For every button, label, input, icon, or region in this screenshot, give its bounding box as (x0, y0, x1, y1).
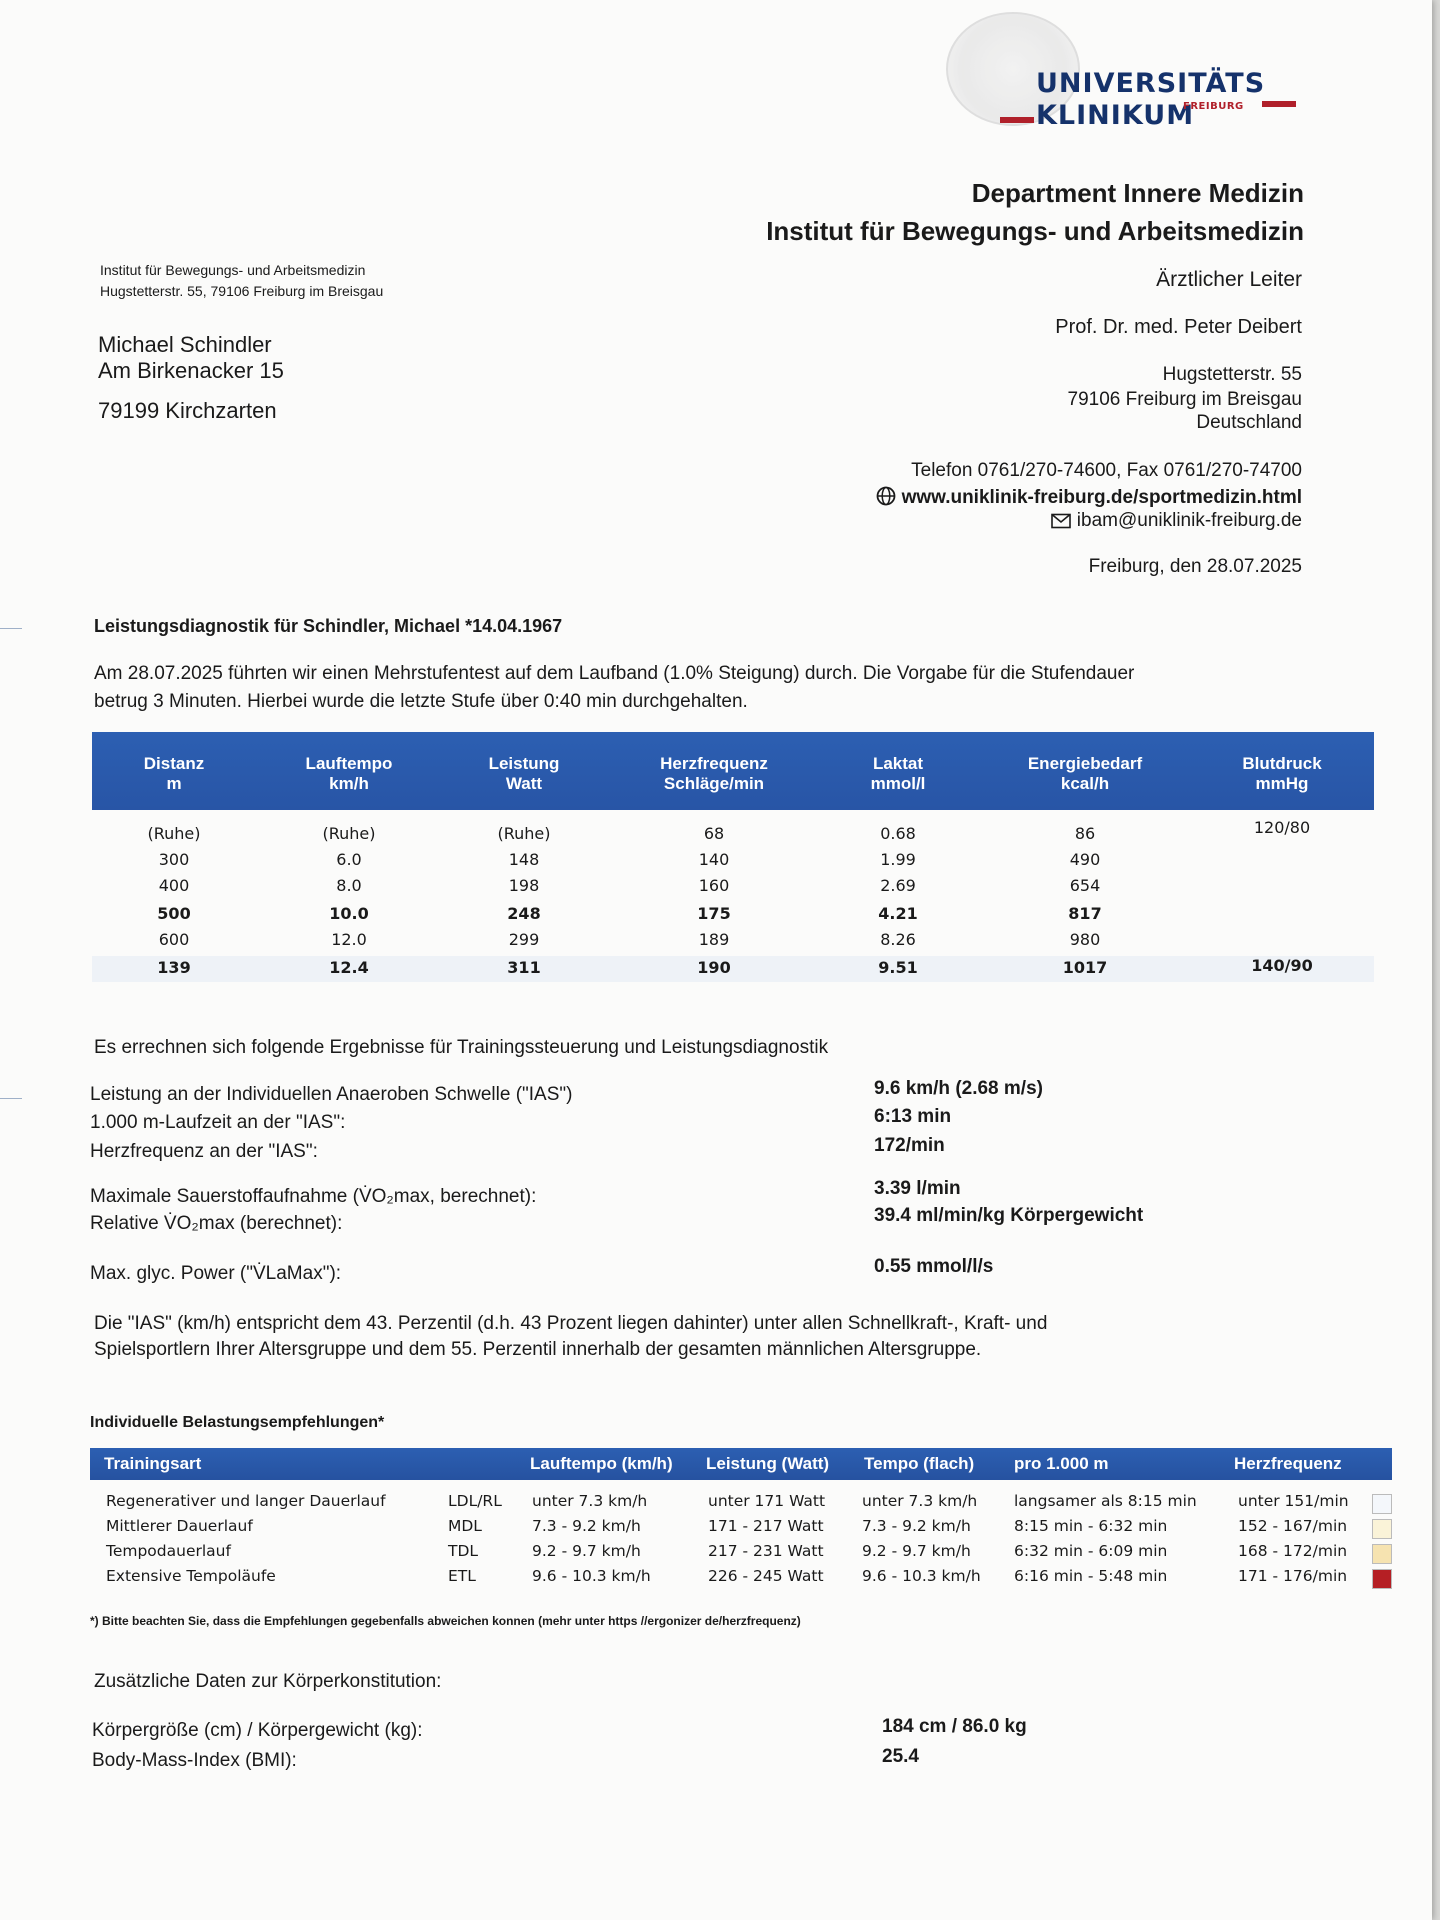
header-blutdruck: Blutdruck mmHg (1242, 754, 1322, 793)
cell-leistung: 198 (508, 876, 540, 895)
height-weight-value: 184 cm / 86.0 kg (882, 1716, 1027, 1737)
cell-blutdruck: 120/80 (1253, 818, 1311, 837)
cell-lauftempo: 8.0 (336, 876, 362, 895)
training-flat: 7.3 - 9.2 km/h (862, 1517, 971, 1535)
cell-laktat: 8.26 (880, 930, 916, 949)
cell-distanz: 500 (157, 904, 191, 923)
email-link[interactable]: ibam@uniklinik-freiburg.de (1076, 510, 1302, 531)
recipient-city: 79199 Kirchzarten (98, 398, 277, 423)
training-row (90, 1517, 1392, 1541)
table-row (92, 904, 1374, 930)
training-speed: unter 7.3 km/h (532, 1492, 648, 1510)
intro-line-1: Am 28.07.2025 führten wir einen Mehrstufentest auf dem Laufband (1.0% Steigung) durch. Die Vorgabe für die Stufendauer (94, 663, 1135, 684)
training-flat: 9.6 - 10.3 km/h (862, 1567, 981, 1585)
cell-distanz: 300 (158, 850, 190, 869)
cell-herzfrequenz: 140 (698, 850, 730, 869)
training-name: Tempodauerlauf (106, 1542, 231, 1560)
training-hr: 168 - 172/min (1238, 1542, 1348, 1560)
institute-title: Institut für Bewegungs- und Arbeitsmedizin (766, 216, 1304, 246)
leader-title: Ärztlicher Leiter (1156, 268, 1302, 291)
cell-lauftempo: 10.0 (329, 904, 369, 923)
cell-herzfrequenz: 190 (697, 958, 731, 977)
training-abbr: LDL/RL (448, 1492, 502, 1510)
cell-distanz: 139 (157, 958, 191, 977)
training-name: Regenerativer und langer Dauerlauf (106, 1492, 386, 1510)
sender-line-2: Hugstetterstr. 55, 79106 Freiburg im Breisgau (100, 283, 384, 299)
cell-leistung: 299 (508, 930, 540, 949)
punch-mark (0, 628, 22, 629)
ias-speed-label: Leistung an der Individuellen Anaeroben Schwelle ("IAS") (90, 1084, 573, 1105)
training-watt: unter 171 Watt (708, 1492, 826, 1510)
cell-leistung: 311 (507, 958, 541, 977)
cell-distanz: 600 (158, 930, 190, 949)
training-title: Individuelle Belastungsempfehlungen* (90, 1414, 385, 1431)
ias-speed-value: 9.6 km/h (2.68 m/s) (874, 1078, 1043, 1099)
recipient-name: Michael Schindler (98, 332, 272, 357)
cell-lauftempo: 12.4 (329, 958, 369, 977)
training-speed: 9.6 - 10.3 km/h (532, 1567, 651, 1585)
bmi-label: Body-Mass-Index (BMI): (92, 1750, 297, 1771)
cell-leistung: 148 (508, 850, 540, 869)
institute-city: 79106 Freiburg im Breisgau (1067, 389, 1302, 410)
header-herzfrequenz: Herzfrequenz Schläge/min (660, 754, 768, 793)
cell-laktat: 0.68 (880, 824, 916, 843)
ias-hr-label: Herzfrequenz an der "IAS": (90, 1141, 318, 1162)
cell-distanz: 400 (158, 876, 190, 895)
cell-energiebedarf: 1017 (1062, 958, 1108, 977)
punch-mark (0, 1098, 22, 1099)
vo2max-value: 3.39 l/min (874, 1178, 961, 1199)
training-watt: 171 - 217 Watt (708, 1517, 824, 1535)
vo2max-label: Maximale Sauerstoffaufnahme (V̇O₂max, berechnet): (90, 1186, 537, 1207)
globe-icon (876, 486, 896, 512)
zone-color-swatch (1372, 1494, 1392, 1514)
cell-energiebedarf: 980 (1069, 930, 1101, 949)
vo2max-rel-label: Relative V̇O₂max (berechnet): (90, 1213, 343, 1234)
header-lauftempo: Lauftempo km/h (305, 754, 393, 793)
bmi-value: 25.4 (882, 1746, 919, 1767)
logo-line-klinikum: KLINIKUM (1036, 100, 1195, 131)
training-per-km: 8:15 min - 6:32 min (1014, 1517, 1168, 1535)
training-row (90, 1492, 1392, 1516)
training-name: Extensive Tempoläufe (106, 1567, 276, 1585)
cell-lauftempo: 12.0 (331, 930, 367, 949)
logo-freiburg: FREIBURG (1183, 101, 1244, 112)
table-row (92, 956, 1374, 982)
header-leistung: Leistung (Watt) (706, 1454, 830, 1473)
training-watt: 226 - 245 Watt (708, 1567, 824, 1585)
cell-herzfrequenz: 175 (697, 904, 731, 923)
table-row (92, 818, 1374, 850)
header-trainingsart: Trainingsart (104, 1454, 202, 1473)
training-hr: unter 151/min (1238, 1492, 1349, 1510)
table-row (92, 850, 1374, 876)
training-per-km: 6:16 min - 5:48 min (1014, 1567, 1168, 1585)
training-abbr: MDL (448, 1517, 482, 1535)
cell-laktat: 2.69 (880, 876, 916, 895)
zone-color-swatch (1372, 1519, 1392, 1539)
email-line (1051, 510, 1302, 535)
header-herzfrequenz: Herzfrequenz (1234, 1454, 1342, 1473)
vlamax-label: Max. glyc. Power ("V̇LaMax"): (90, 1263, 342, 1284)
training-row (90, 1567, 1392, 1591)
training-abbr: TDL (448, 1542, 479, 1560)
header-distanz: Distanz m (143, 754, 205, 793)
training-flat: unter 7.3 km/h (862, 1492, 978, 1510)
logo-line-universitaets: UNIVERSITÄTS (1036, 68, 1266, 99)
ias-hr-value: 172/min (874, 1135, 945, 1156)
institute-country: Deutschland (1196, 412, 1302, 433)
recipient-street: Am Birkenacker 15 (98, 358, 284, 383)
header-leistung: Leistung Watt (488, 754, 560, 793)
cell-blutdruck: 140/90 (1251, 956, 1313, 975)
header-laktat: Laktat mmol/l (870, 754, 926, 793)
ias-1000m-label: 1.000 m-Laufzeit an der "IAS": (90, 1112, 346, 1133)
place-date: Freiburg, den 28.07.2025 (1088, 556, 1302, 577)
cell-distanz: (Ruhe) (147, 824, 201, 843)
cell-herzfrequenz: 160 (698, 876, 730, 895)
training-table-header (90, 1448, 1392, 1480)
zone-color-swatch (1372, 1569, 1392, 1589)
training-footnote: *) Bitte beachten Sie, dass die Empfehlungen gegebenfalls abweichen konnen (mehr unter https //ergonizer de/herzfrequenz) (90, 1614, 801, 1628)
percentile-line-2: Spielsportlern Ihrer Altersgruppe und dem 55. Perzentil innerhalb der gesamten männlichen Altersgruppe. (94, 1339, 982, 1360)
training-per-km: 6:32 min - 6:09 min (1014, 1542, 1168, 1560)
body-data-title: Zusätzliche Daten zur Körperkonstitution: (94, 1671, 442, 1692)
envelope-icon (1051, 513, 1071, 535)
institute-street: Hugstetterstr. 55 (1162, 364, 1302, 385)
logo-bar-right (1262, 101, 1296, 107)
training-row (90, 1542, 1392, 1566)
training-per-km: langsamer als 8:15 min (1014, 1492, 1197, 1510)
training-speed: 9.2 - 9.7 km/h (532, 1542, 641, 1560)
subject-line: Leistungsdiagnostik für Schindler, Michael *14.04.1967 (94, 616, 563, 636)
cell-lauftempo: 6.0 (336, 850, 362, 869)
training-hr: 171 - 176/min (1238, 1567, 1348, 1585)
leader-name: Prof. Dr. med. Peter Deibert (1055, 316, 1302, 338)
ias-1000m-value: 6:13 min (874, 1106, 952, 1127)
cell-laktat: 9.51 (878, 958, 918, 977)
cell-lauftempo: (Ruhe) (322, 824, 376, 843)
cell-energiebedarf: 86 (1074, 824, 1096, 843)
header-tempo-flach: Tempo (flach) (864, 1454, 975, 1473)
cell-energiebedarf: 654 (1069, 876, 1101, 895)
table-row (92, 930, 1374, 956)
height-weight-label: Körpergröße (cm) / Körpergewicht (kg): (92, 1720, 423, 1741)
training-speed: 7.3 - 9.2 km/h (532, 1517, 641, 1535)
training-hr: 152 - 167/min (1238, 1517, 1348, 1535)
cell-laktat: 1.99 (880, 850, 916, 869)
sender-line-1: Institut für Bewegungs- und Arbeitsmedizin (100, 262, 366, 278)
training-watt: 217 - 231 Watt (708, 1542, 824, 1560)
vlamax-value: 0.55 mmol/l/s (874, 1256, 994, 1277)
department-title: Department Innere Medizin (971, 178, 1304, 208)
percentile-line-1: Die "IAS" (km/h) entspricht dem 43. Perzentil (d.h. 43 Prozent liegen dahinter) unter allen Schnellkraft-, Kraft- und (94, 1313, 1048, 1334)
header-energiebedarf: Energiebedarf kcal/h (1027, 754, 1143, 793)
phone-fax: Telefon 0761/270-74600, Fax 0761/270-74700 (911, 460, 1302, 481)
header-pro-1000m: pro 1.000 m (1014, 1454, 1109, 1473)
training-name: Mittlerer Dauerlauf (106, 1517, 253, 1535)
cell-energiebedarf: 817 (1068, 904, 1102, 923)
cell-herzfrequenz: 189 (698, 930, 730, 949)
intro-line-2: betrug 3 Minuten. Hierbei wurde die letzte Stufe über 0:40 min durchgehalten. (94, 691, 748, 712)
cell-leistung: 248 (507, 904, 541, 923)
cell-leistung: (Ruhe) (497, 824, 551, 843)
cell-laktat: 4.21 (878, 904, 918, 923)
cell-herzfrequenz: 68 (703, 824, 725, 843)
training-flat: 9.2 - 9.7 km/h (862, 1542, 971, 1560)
zone-color-swatch (1372, 1544, 1392, 1564)
cell-energiebedarf: 490 (1069, 850, 1101, 869)
table-row (92, 876, 1374, 902)
website-link[interactable]: www.uniklinik-freiburg.de/sportmedizin.html (901, 487, 1302, 508)
header-lauftempo: Lauftempo (km/h) (530, 1454, 673, 1473)
results-intro: Es errechnen sich folgende Ergebnisse für Trainingssteuerung und Leistungsdiagnostik (94, 1037, 829, 1058)
website-line (876, 486, 1302, 512)
logo-bar-left (1000, 117, 1034, 123)
vo2max-rel-value: 39.4 ml/min/kg Körpergewicht (874, 1205, 1144, 1226)
test-table-header (92, 732, 1374, 810)
training-abbr: ETL (448, 1567, 476, 1585)
